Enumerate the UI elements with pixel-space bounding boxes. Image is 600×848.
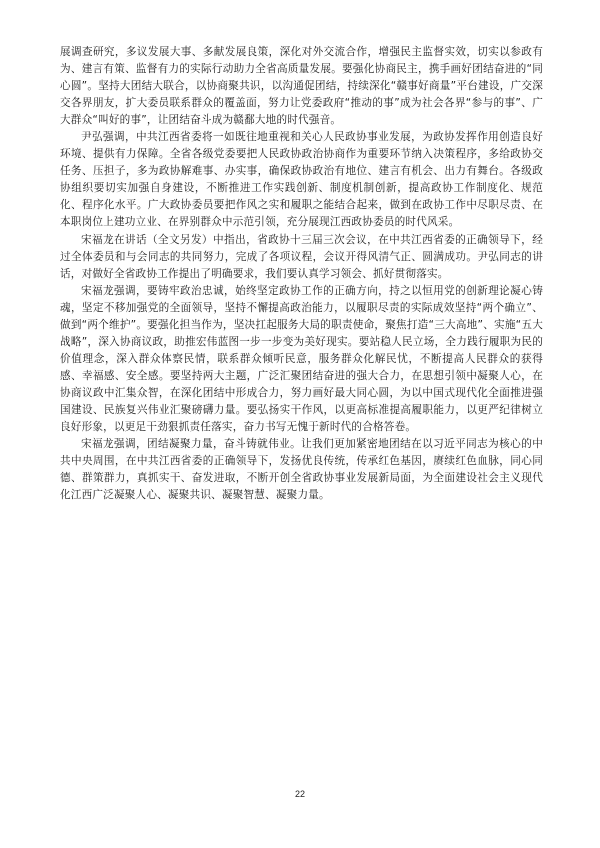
paragraph-4: 宋福龙强调，要铸牢政治忠诚，始终坚定政协工作的正确方向，持之以恒用党的创新理论凝心铸魂，坚定不移加强党的全面领导，坚持不懈提高政治能力，以履职尽责的实际成效坚持“两个确立”、做到“两个维护”。要强化担当作为，坚决扛起服务大局的职责使命，聚焦打造“三大高地”、实施“五大战略”，深入协商议政，助推宏伟蓝图一步一步变为美好现实。要站稳人民立场，全力践行履职为民的价值理念，深入群众体察民情，联系群众倾听民意，服务群众化解民忧，不断提高人民群众的获得感、幸福感、安全感。要坚持两大主题，广泛汇聚团结奋进的强大合力，在思想引领中凝聚人心，在协商议政中汇集众智，在深化团结中形成合力，努力画好最大同心圆，为以中国式现代化全面推进强国建设、民族复兴伟业汇聚磅礴力量。要弘扬实干作风，以更高标准提高履职能力，以更严纪律树立良好形象，以更足干劲狠抓责任落实，奋力书写无愧于新时代的合格答卷。 (60, 284, 543, 434)
paragraph-1: 展调查研究，多议发展大事、多献发展良策，深化对外交流合作，增强民主监督实效，切实以参政有为、建言有策、监督有力的实际行动助力全省高质量发展。要强化协商民主，携手画好团结奋进的“同心圆”。坚持大团结大联合，以协商聚共识，以沟通促团结，持续深化“赣事好商量”平台建设，广交深交各界朋友，扩大委员联系群众的覆盖面，努力让党委政府“推动的事”成为社会各界“参与的事”、广大群众“叫好的事”，让团结奋斗成为赣鄱大地的时代强音。 (60, 46, 543, 127)
body-text (60, 44, 543, 504)
page-number: 22 (294, 789, 305, 799)
paragraph-2: 尹弘强调，中共江西省委将一如既往地重视和关心人民政协事业发展，为政协发挥作用创造良好环境、提供有力保障。全省各级党委要把人民政协政治协商作为重要环节纳入决策程序，多给政协交任务、压担子，多为政协解难事、办实事，确保政协政治有地位、建言有机会、出力有舞台。各级政协组织要切实加强自身建设，不断推进工作实践创新、制度机制创新，提高政协工作制度化、规范化、程序化水平。广大政协委员要把作风之实和履职之能结合起来，做到在政协工作中尽职尽责、在本职岗位上建功立业、在界别群众中示范引领，充分展现江西政协委员的时代风采。 (60, 131, 543, 229)
paragraph-5: 宋福龙强调，团结凝聚力量，奋斗铸就伟业。让我们更加紧密地团结在以习近平同志为核心的中共中央周围，在中共江西省委的正确领导下，发扬优良传统，传承红色基因，赓续红色血脉，同心同德、群策群力，真抓实干、奋发进取，不断开创全省政协事业发展新局面，为全面建设社会主义现代化江西广泛凝聚人心、凝聚共识、凝聚智慧、凝聚力量。 (60, 438, 543, 502)
paragraph-3: 宋福龙在讲话（全文另发）中指出，省政协十三届三次会议，在中共江西省委的正确领导下，经过全体委员和与会同志的共同努力，完成了各项议程，会议开得风清气正、圆满成功。尹弘同志的讲话，对做好全省政协工作提出了明确要求，我们要认真学习领会、抓好贯彻落实。 (60, 233, 543, 280)
